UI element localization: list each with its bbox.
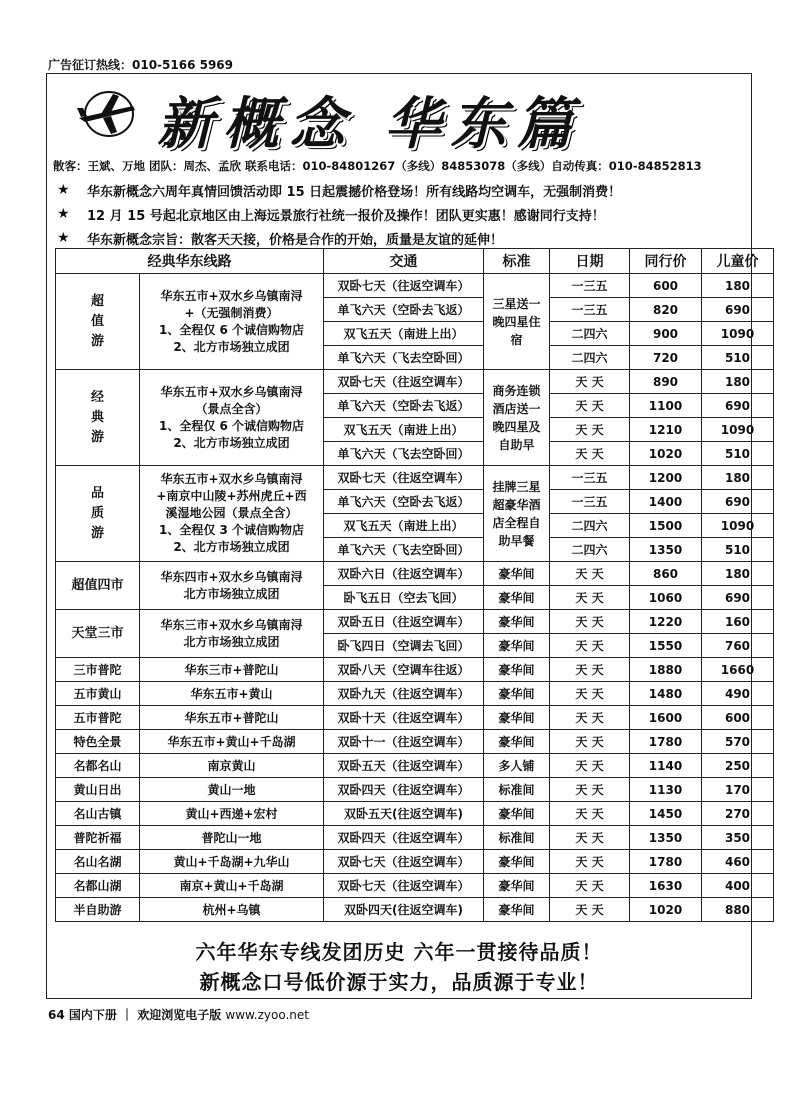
- standard-cell: 豪华间: [484, 634, 550, 658]
- standard-cell: 标准间: [484, 778, 550, 802]
- price-cell: 1220: [630, 610, 702, 634]
- date-cell: 天 天: [550, 634, 630, 658]
- date-cell: 天 天: [550, 778, 630, 802]
- route-line: 1、全程仅 3 个诚信购物店: [158, 523, 305, 537]
- contact-line: 散客：王斌、万地 团队：周杰、孟欣 联系电话：010-84801267（多线）84853078（多线）自动传真：010-84852813: [53, 159, 702, 173]
- standard-cell: 挂牌三星 超豪华酒 店全程自 助早餐: [484, 466, 550, 562]
- date-cell: 天 天: [550, 562, 630, 586]
- date-cell: 一三五: [550, 298, 630, 322]
- price-cell: 860: [630, 562, 702, 586]
- category-cell: 超 值 游: [56, 274, 140, 370]
- child-price-cell: 350: [702, 826, 774, 850]
- page-frame: [46, 73, 759, 999]
- price-cell: 900: [630, 322, 702, 346]
- child-price-cell: 510: [702, 538, 774, 562]
- child-price-cell: 160: [702, 610, 774, 634]
- child-price-cell: 180: [702, 466, 774, 490]
- child-price-cell: 690: [702, 490, 774, 514]
- category-cell: 天堂三市: [56, 610, 140, 658]
- date-cell: 天 天: [550, 370, 630, 394]
- date-cell: 一三五: [550, 466, 630, 490]
- price-cell: 1130: [630, 778, 702, 802]
- category-cell: 经 典 游: [56, 370, 140, 466]
- route-line: 北方市场独立成团: [183, 586, 280, 601]
- standard-cell: 豪华间: [484, 562, 550, 586]
- slogan-1: 六年华东专线发团历史 六年一贯接待品质！: [195, 940, 603, 964]
- route-cell: 黄山+千岛湖+九华山: [140, 850, 324, 874]
- category-cell: 特色全景: [56, 730, 140, 754]
- transport-cell: 双卧七天（往返空调车）: [324, 850, 484, 874]
- price-cell: 1100: [630, 394, 702, 418]
- price-cell: 1020: [630, 442, 702, 466]
- table-row: [56, 778, 774, 802]
- child-price-cell: 490: [702, 682, 774, 706]
- date-cell: 天 天: [550, 826, 630, 850]
- transport-cell: 双卧五天（往返空调车）: [324, 754, 484, 778]
- table-row: [56, 874, 774, 898]
- price-cell: 1880: [630, 658, 702, 682]
- route-line: 北方市场独立成团: [183, 634, 280, 649]
- transport-cell: 双卧七天（往返空调车）: [324, 874, 484, 898]
- route-line: 1、全程仅 6 个诚信购物店: [158, 322, 305, 337]
- transport-cell: 双卧十天（往返空调车）: [324, 706, 484, 730]
- ad-hotline: 广告征订热线：010-5166 5969: [48, 58, 234, 72]
- table-row: [56, 610, 774, 634]
- date-cell: 二四六: [550, 514, 630, 538]
- route-cell: 华东五市+黄山: [140, 682, 324, 706]
- price-cell: 1210: [630, 418, 702, 442]
- transport-cell: 双卧六日（往返空调车）: [324, 562, 484, 586]
- child-price-cell: 460: [702, 850, 774, 874]
- transport-cell: 双卧七天（往返空调车）: [324, 370, 484, 394]
- table-row: [56, 730, 774, 754]
- category-cell: 普陀祈福: [56, 826, 140, 850]
- child-price-cell: 880: [702, 898, 774, 922]
- price-cell: 720: [630, 346, 702, 370]
- route-cell: 黄山一地: [140, 778, 324, 802]
- route-line: （景点全含）: [195, 401, 268, 416]
- category-cell: 名山名湖: [56, 850, 140, 874]
- route-line: 华东四市+双水乡乌镇南浔: [160, 569, 303, 584]
- date-cell: 二四六: [550, 346, 630, 370]
- category-cell: 超值四市: [56, 562, 140, 610]
- standard-cell: 豪华间: [484, 802, 550, 826]
- child-price-cell: 270: [702, 802, 774, 826]
- standard-cell: 豪华间: [484, 586, 550, 610]
- page-footer-text: 64 国内下册 ｜ 欢迎浏览电子版: [48, 1008, 222, 1022]
- category-cell: 黄山日出: [56, 778, 140, 802]
- child-price-cell: 180: [702, 274, 774, 298]
- date-cell: 天 天: [550, 442, 630, 466]
- price-cell: 890: [630, 370, 702, 394]
- table-row: [56, 754, 774, 778]
- route-cell: 南京黄山: [140, 754, 324, 778]
- child-price-cell: 510: [702, 346, 774, 370]
- transport-cell: 双卧五日（往返空调车）: [324, 610, 484, 634]
- transport-cell: 双卧五天(往返空调车): [324, 802, 484, 826]
- route-line: 2、北方市场独立成团: [173, 540, 290, 554]
- table-body: [56, 274, 774, 922]
- price-cell: 1020: [630, 898, 702, 922]
- price-cell: 1550: [630, 634, 702, 658]
- header-child-price: 儿童价: [702, 249, 774, 274]
- price-cell: 1500: [630, 514, 702, 538]
- child-price-cell: 1090: [702, 418, 774, 442]
- child-price-cell: 250: [702, 754, 774, 778]
- category-cell: 三市普陀: [56, 658, 140, 682]
- slogan-2: 新概念口号低价源于实力，品质源于专业！: [199, 970, 599, 994]
- price-cell: 1450: [630, 802, 702, 826]
- route-price-table: [55, 248, 774, 922]
- table-row: [56, 562, 774, 586]
- category-cell: 五市普陀: [56, 706, 140, 730]
- date-cell: 天 天: [550, 418, 630, 442]
- transport-cell: 单飞六天（空卧去飞返）: [324, 394, 484, 418]
- price-cell: 1480: [630, 682, 702, 706]
- standard-cell: 豪华间: [484, 730, 550, 754]
- banner-title: 新概念 华东篇: [157, 91, 583, 157]
- category-cell: 名山古镇: [56, 802, 140, 826]
- table-header-row: [56, 249, 774, 274]
- route-line: 2、北方市场独立成团: [173, 435, 290, 450]
- child-price-cell: 760: [702, 634, 774, 658]
- star-icon: ★: [57, 230, 70, 246]
- date-cell: 天 天: [550, 586, 630, 610]
- date-cell: 天 天: [550, 706, 630, 730]
- transport-cell: 双卧四天（往返空调车）: [324, 826, 484, 850]
- date-cell: 一三五: [550, 490, 630, 514]
- notice-item: [57, 202, 747, 226]
- header-date: 日期: [550, 249, 630, 274]
- standard-cell: 豪华间: [484, 850, 550, 874]
- standard-cell: 多人铺: [484, 754, 550, 778]
- transport-cell: 双卧九天（往返空调车）: [324, 682, 484, 706]
- child-price-cell: 1660: [702, 658, 774, 682]
- standard-cell: 三星送一 晚四星住 宿: [484, 274, 550, 370]
- notice-list: [57, 178, 747, 250]
- route-line: 华东三市+双水乡乌镇南浔: [160, 617, 303, 632]
- table-row: [56, 682, 774, 706]
- route-line: 2、北方市场独立成团: [173, 339, 290, 354]
- route-cell: [140, 610, 324, 658]
- transport-cell: 双卧四天（往返空调车）: [324, 778, 484, 802]
- child-price-cell: 180: [702, 370, 774, 394]
- route-cell: [140, 466, 324, 562]
- route-cell: [140, 370, 324, 466]
- header-route: 经典华东线路: [56, 249, 324, 274]
- notice-text: 12 月 15 号起北京地区由上海远景旅行社统一报价及操作！团队更实惠！感谢同行支持！: [87, 208, 605, 224]
- price-cell: 1140: [630, 754, 702, 778]
- date-cell: 二四六: [550, 538, 630, 562]
- standard-cell: 标准间: [484, 826, 550, 850]
- date-cell: 天 天: [550, 682, 630, 706]
- child-price-cell: 1090: [702, 322, 774, 346]
- child-price-cell: 600: [702, 706, 774, 730]
- route-cell: [140, 562, 324, 610]
- transport-cell: 单飞六天（空卧去飞返）: [324, 490, 484, 514]
- category-cell: 品 质 游: [56, 466, 140, 562]
- date-cell: 天 天: [550, 874, 630, 898]
- child-price-cell: 1090: [702, 514, 774, 538]
- notice-text: 华东新概念宗旨：散客天天接，价格是合作的开始，质量是友谊的延伸！: [87, 232, 504, 248]
- table-row: [56, 370, 774, 394]
- transport-cell: 卧飞四日（空调去飞回）: [324, 634, 484, 658]
- category-cell: 五市黄山: [56, 682, 140, 706]
- star-icon: ★: [57, 206, 70, 222]
- transport-cell: 双卧七天（往返空调车）: [324, 274, 484, 298]
- price-cell: 1060: [630, 586, 702, 610]
- plane-icon: [75, 84, 139, 144]
- notice-item: [57, 178, 747, 202]
- website-link[interactable]: www.zyoo.net: [225, 1008, 309, 1022]
- price-cell: 1400: [630, 490, 702, 514]
- date-cell: 二四六: [550, 322, 630, 346]
- price-cell: 1200: [630, 466, 702, 490]
- price-cell: 1630: [630, 874, 702, 898]
- date-cell: 天 天: [550, 730, 630, 754]
- standard-cell: 商务连锁 酒店送一 晚四星及 自助早: [484, 370, 550, 466]
- header-transport: 交通: [324, 249, 484, 274]
- transport-cell: 双飞五天（南进上出）: [324, 514, 484, 538]
- transport-cell: 单飞六天（飞去空卧回）: [324, 442, 484, 466]
- price-cell: 600: [630, 274, 702, 298]
- route-cell: 华东三市+普陀山: [140, 658, 324, 682]
- standard-cell: 豪华间: [484, 658, 550, 682]
- table-row: [56, 850, 774, 874]
- banner: [47, 74, 751, 157]
- date-cell: 天 天: [550, 754, 630, 778]
- child-price-cell: 690: [702, 394, 774, 418]
- price-cell: 1780: [630, 850, 702, 874]
- star-icon: ★: [57, 182, 70, 198]
- standard-cell: 豪华间: [484, 874, 550, 898]
- route-line: 溪湿地公园（景点全含）: [165, 506, 298, 520]
- table-row: [56, 802, 774, 826]
- child-price-cell: 400: [702, 874, 774, 898]
- child-price-cell: 170: [702, 778, 774, 802]
- transport-cell: 双飞五天（南进上出）: [324, 418, 484, 442]
- child-price-cell: 690: [702, 298, 774, 322]
- category-cell: 名都名山: [56, 754, 140, 778]
- header-price: 同行价: [630, 249, 702, 274]
- transport-cell: 单飞六天（空卧去飞返）: [324, 298, 484, 322]
- child-price-cell: 570: [702, 730, 774, 754]
- table-row: [56, 826, 774, 850]
- price-cell: 820: [630, 298, 702, 322]
- route-line: 华东五市+双水乡乌镇南浔: [160, 288, 303, 303]
- price-cell: 1350: [630, 826, 702, 850]
- child-price-cell: 510: [702, 442, 774, 466]
- transport-cell: 单飞六天（飞去空卧回）: [324, 346, 484, 370]
- child-price-cell: 690: [702, 586, 774, 610]
- route-cell: [140, 274, 324, 370]
- date-cell: 天 天: [550, 850, 630, 874]
- route-line: 华东五市+双水乡乌镇南浔: [160, 472, 303, 486]
- price-cell: 1350: [630, 538, 702, 562]
- notice-item: [57, 226, 747, 250]
- page-footer: [48, 1006, 309, 1023]
- route-cell: 普陀山一地: [140, 826, 324, 850]
- transport-cell: 双卧八天（空调车往返）: [324, 658, 484, 682]
- route-cell: 黄山+西递+宏村: [140, 802, 324, 826]
- transport-cell: 双卧四天(往返空调车): [324, 898, 484, 922]
- date-cell: 天 天: [550, 610, 630, 634]
- route-line: 华东五市+双水乡乌镇南浔: [160, 384, 303, 399]
- category-cell: 半自助游: [56, 898, 140, 922]
- route-cell: 华东五市+黄山+千岛湖: [140, 730, 324, 754]
- price-cell: 1780: [630, 730, 702, 754]
- transport-cell: 双卧十一（往返空调车）: [324, 730, 484, 754]
- date-cell: 天 天: [550, 658, 630, 682]
- table-row: [56, 706, 774, 730]
- standard-cell: 豪华间: [484, 610, 550, 634]
- table-row: [56, 274, 774, 298]
- route-cell: 华东五市+普陀山: [140, 706, 324, 730]
- route-price-table-wrap: [55, 248, 759, 922]
- route-line: 1、全程仅 6 个诚信购物店: [158, 418, 305, 433]
- date-cell: 天 天: [550, 394, 630, 418]
- date-cell: 一三五: [550, 274, 630, 298]
- route-line: +南京中山陵+苏州虎丘+西: [156, 489, 307, 503]
- price-cell: 1600: [630, 706, 702, 730]
- table-row: [56, 658, 774, 682]
- standard-cell: 豪华间: [484, 682, 550, 706]
- transport-cell: 卧飞五日（空去飞回）: [324, 586, 484, 610]
- transport-cell: 双飞五天（南进上出）: [324, 322, 484, 346]
- transport-cell: 双卧七天（往返空调车）: [324, 466, 484, 490]
- date-cell: 天 天: [550, 898, 630, 922]
- standard-cell: 豪华间: [484, 706, 550, 730]
- route-cell: 杭州+乌镇: [140, 898, 324, 922]
- table-row: [56, 466, 774, 490]
- header-standard: 标准: [484, 249, 550, 274]
- date-cell: 天 天: [550, 802, 630, 826]
- category-cell: 名都山湖: [56, 874, 140, 898]
- route-cell: 南京+黄山+千岛湖: [140, 874, 324, 898]
- standard-cell: 豪华间: [484, 898, 550, 922]
- table-row: [56, 898, 774, 922]
- notice-text: 华东新概念六周年真情回馈活动即 15 日起震撼价格登场！所有线路均空调车，无强制消费！: [87, 184, 622, 200]
- route-line: +（无强制消费）: [184, 305, 279, 320]
- transport-cell: 单飞六天（飞去空卧回）: [324, 538, 484, 562]
- child-price-cell: 180: [702, 562, 774, 586]
